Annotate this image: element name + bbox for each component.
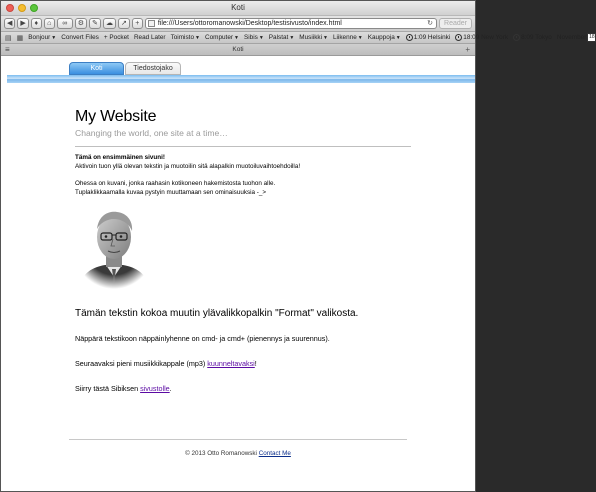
page-tagline: Changing the world, one site at a time…: [75, 128, 228, 138]
address-bar[interactable]: [145, 18, 437, 29]
bookmark-label: Liikenne: [332, 34, 357, 41]
bookmark-toimisto[interactable]: [171, 34, 200, 41]
bookmark-convert-files[interactable]: [61, 34, 99, 41]
bookmarks-bar: [1, 32, 595, 44]
back-button[interactable]: [4, 18, 15, 29]
clock-icon: [455, 34, 462, 41]
photo-text-2: Tuplaklikkaamalla kuvaa pystyin muuttamaan sen ominaisuuksia -_>: [75, 189, 267, 196]
cloud-icon: ☁: [105, 20, 113, 27]
add-tab-icon[interactable]: +: [465, 45, 470, 54]
bookmark-label: Convert Files: [61, 34, 99, 41]
bookmark-label: Toimisto: [170, 34, 194, 41]
extension-button-2[interactable]: [44, 18, 55, 29]
sibis-text-end: .: [169, 384, 172, 393]
clock-icon: [513, 34, 520, 41]
photo-text-1: Ohessa on kuvani, jonka raahasin kotikoneen hakemistosta tuohon alle.: [75, 180, 276, 187]
clock-label: 18:09 New York: [463, 34, 509, 41]
window-title: Koti: [231, 3, 245, 12]
site-navigation: [1, 62, 475, 76]
world-clock[interactable]: [406, 34, 451, 41]
new-tab-button[interactable]: [132, 18, 143, 29]
nav-tab-tiedostojako[interactable]: Tiedostojako: [125, 62, 181, 75]
bookmark-label: Sibis: [243, 34, 258, 41]
music-link[interactable]: kuunneltavaksi: [207, 359, 255, 368]
lock-icon: ⌂: [47, 20, 52, 27]
title-bar: [1, 1, 475, 16]
intro-heading: Tämä on ensimmäinen sivuni!: [75, 154, 165, 161]
extension-button-3[interactable]: [57, 18, 73, 29]
music-paragraph: [75, 359, 411, 368]
clock-label: 1:09 Helsinki: [413, 34, 451, 41]
bookmark-sibis[interactable]: [244, 34, 264, 41]
sibis-paragraph: [75, 384, 411, 393]
chevron-down-icon: ▼: [258, 34, 264, 41]
calendar-month: November: [556, 34, 587, 41]
shortcut-paragraph: Näppärä tekstikoon näppäinlyhenne on cmd- ja cmd+ (pienennys ja suurennus).: [75, 334, 330, 343]
extension-button-4[interactable]: [75, 18, 87, 29]
plus-icon: +: [135, 20, 140, 27]
chevron-down-icon: ▼: [289, 34, 295, 41]
intro-text: Aktivoin tuon yllä olevan tekstin ja muotoilin sitä alapalkin muotoiluvaihtoehdoilla!: [75, 163, 301, 170]
bookmark-liikenne[interactable]: [333, 34, 363, 41]
bookmark-pocket[interactable]: [104, 34, 129, 41]
page-title: My Website: [75, 108, 157, 125]
gear-icon: ⚙: [77, 20, 85, 27]
music-text-end: !: [254, 359, 257, 368]
chevron-down-icon: ▼: [234, 34, 239, 41]
world-clock[interactable]: [513, 34, 552, 41]
sibis-text: Siirry tästä Sibiksen: [75, 384, 141, 393]
sibis-link[interactable]: sivustolle: [140, 384, 170, 393]
header-divider: [75, 146, 411, 147]
clock-icon: [406, 34, 413, 41]
tab-koti[interactable]: Koti: [232, 46, 244, 53]
chevron-down-icon: ▼: [357, 34, 363, 41]
address-bar-url: file:///Users/ottoromanowski/Desktop/testisivusto/index.html: [157, 20, 342, 27]
chevron-down-icon: ▼: [195, 34, 200, 41]
share-icon: ↗: [120, 20, 127, 27]
bookmark-computer[interactable]: [205, 34, 239, 41]
bookmark-musiikki[interactable]: [299, 34, 328, 41]
bookmark-label: Kauppoja: [367, 34, 395, 41]
footer-copyright: © 2013 Otto Romanowski: [185, 450, 259, 457]
clock-label: 8:09 Tokyo: [521, 34, 552, 41]
book-icon[interactable]: ▤: [5, 34, 12, 42]
bookmark-label: Read Later: [133, 34, 166, 41]
wrench-icon: ✎: [92, 20, 98, 27]
icloud-tabs-button[interactable]: [103, 18, 116, 29]
bookmark-bonjour[interactable]: [28, 34, 56, 41]
grid-icon[interactable]: ▦: [16, 34, 24, 42]
file-icon: [148, 20, 155, 27]
world-clock[interactable]: [455, 34, 508, 41]
back-arrow-icon: ◀: [7, 20, 13, 27]
bookmark-kauppoja[interactable]: [368, 34, 401, 41]
page-footer: [1, 450, 475, 457]
web-page: [1, 56, 475, 465]
share-button[interactable]: [118, 18, 130, 29]
bookmark-label: Palstat: [268, 34, 289, 41]
menu-icon[interactable]: ≡: [5, 45, 10, 54]
page-content: [75, 108, 411, 393]
chevron-down-icon: ▼: [51, 34, 57, 41]
chevron-down-icon: ▼: [395, 34, 401, 41]
reload-icon[interactable]: ↻: [427, 20, 434, 27]
bookmark-label: + Pocket: [103, 34, 129, 41]
bookmark-label: Bonjour: [28, 34, 51, 41]
portrait-photo[interactable]: [75, 203, 153, 289]
chevron-down-icon: ▼: [323, 34, 328, 41]
reader-button[interactable]: Reader: [439, 18, 472, 29]
pin-icon: ♦: [34, 20, 39, 27]
extension-button-5[interactable]: [89, 18, 101, 29]
bookmark-read-later[interactable]: [134, 34, 166, 41]
music-text: Seuraavaksi pieni musiikkikappale (mp3): [75, 359, 208, 368]
bookmark-label: Computer: [204, 34, 234, 41]
forward-arrow-icon: ▶: [20, 20, 26, 27]
footer-divider: [69, 439, 407, 440]
forward-button[interactable]: [17, 18, 28, 29]
browser-toolbar: [1, 16, 475, 32]
nav-stripe: [7, 75, 475, 83]
format-heading: Tämän tekstin kokoa muutin ylävalikkopalkin "Format" valikosta.: [75, 308, 359, 319]
intro-block: [75, 153, 411, 171]
calendar-icon: 18: [589, 34, 595, 40]
extension-button-1[interactable]: [31, 18, 42, 29]
nav-tab-koti[interactable]: Koti: [69, 62, 124, 75]
photo-description: [75, 179, 411, 197]
link-icon: ∞: [62, 20, 68, 27]
calendar-widget[interactable]: [557, 33, 596, 42]
contact-link[interactable]: Contact Me: [258, 450, 291, 457]
bookmark-label: Musiikki: [299, 34, 323, 41]
bookmark-palstat[interactable]: [269, 34, 295, 41]
tab-bar: [1, 44, 475, 56]
